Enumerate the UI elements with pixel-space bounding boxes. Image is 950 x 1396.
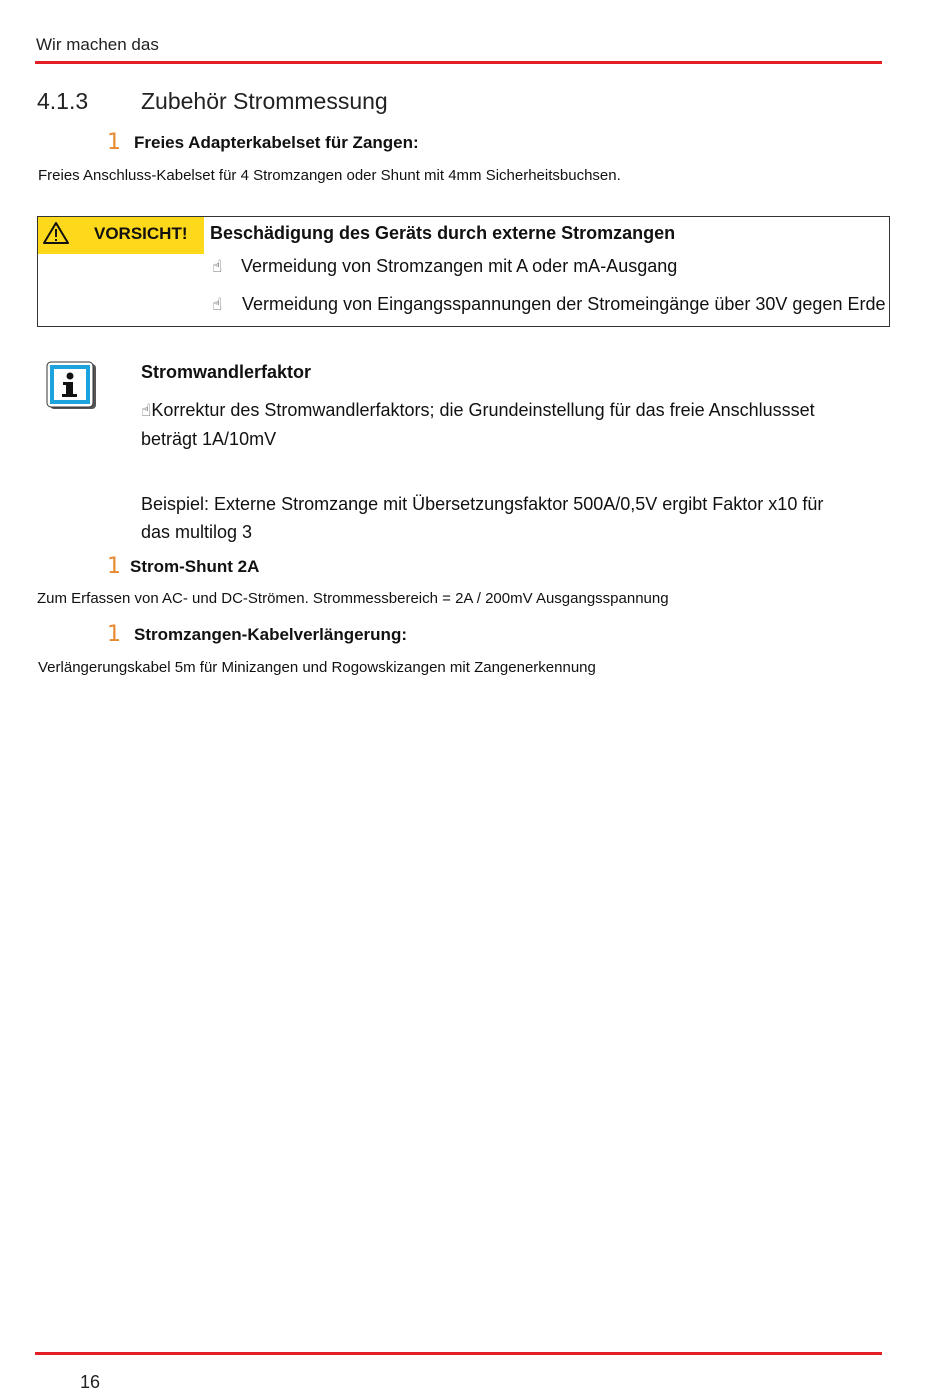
item-description: Verlängerungskabel 5m für Minizangen und Rogowskizangen mit Zangenerkennung: [38, 659, 596, 676]
warning-line: Vermeidung von Eingangsspannungen der Stromeingänge über 30V gegen Erde: [242, 294, 886, 314]
running-header: Wir machen das: [36, 35, 159, 54]
section-title: Zubehör Strommessung: [141, 88, 388, 114]
item-title: Strom-Shunt 2A: [130, 557, 260, 576]
footer-rule: [35, 1352, 882, 1355]
info-example: Beispiel: Externe Stromzange mit Übersetzungsfaktor 500A/0,5V ergibt Faktor x10 für das multilog 3: [141, 494, 824, 542]
warning-label: VORSICHT!: [94, 224, 188, 243]
warning-line: Vermeidung von Stromzangen mit A oder mA-Ausgang: [241, 256, 678, 276]
item-description: Zum Erfassen von AC- und DC-Strömen. Strommessbereich = 2A / 200mV Ausgangsspannung: [37, 590, 669, 607]
warning-triangle-icon: [43, 221, 69, 245]
pointing-hand-icon: ☝: [212, 295, 223, 314]
section-number: 4.1.3: [37, 88, 89, 114]
warning-title: Beschädigung des Geräts durch externe Stromzangen: [210, 223, 676, 243]
item-bullet: 1: [107, 130, 121, 155]
info-body: [141, 396, 851, 453]
item-description: Freies Anschluss-Kabelset für 4 Stromzangen oder Shunt mit 4mm Sicherheitsbuchsen.: [38, 167, 621, 184]
info-icon: [46, 361, 98, 411]
item-bullet: 1: [107, 622, 121, 647]
item-bullet: 1: [107, 554, 121, 579]
page-number: 16: [80, 1372, 101, 1392]
item-title: Stromzangen-Kabelverlängerung:: [134, 625, 407, 644]
info-body-text: Korrektur des Stromwandlerfaktors; die Grundeinstellung für das freie Anschlussset beträgt 1A/10mV: [141, 400, 815, 449]
pointing-hand-icon: ☝: [212, 257, 223, 276]
info-title: Stromwandlerfaktor: [141, 362, 312, 382]
pointing-hand-icon: ☝: [141, 401, 152, 420]
item-title: Freies Adapterkabelset für Zangen:: [134, 133, 419, 152]
header-rule: [35, 61, 882, 64]
